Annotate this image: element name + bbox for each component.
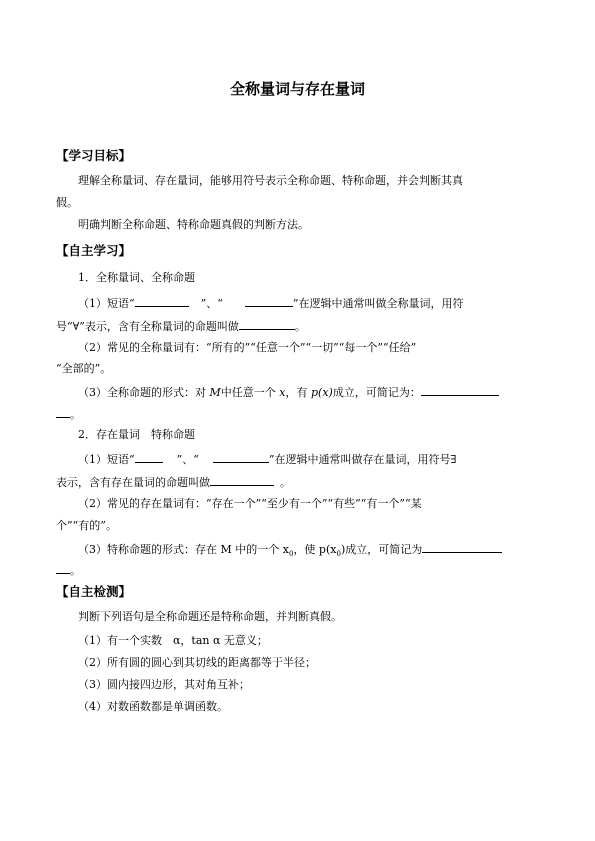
text-segment: 号“∀”表示，含有全称量词的命题叫做 [56, 320, 239, 333]
fill-blank[interactable] [135, 451, 163, 463]
text-segment: （3）全称命题的形式：对 [78, 386, 210, 399]
text-segment: 。 [294, 320, 306, 333]
text-segment: （3）特称命题的形式：存在 M 中的一个 x [78, 543, 289, 556]
study-p1-item1-cont [56, 318, 306, 334]
self-study-heading: 【自主学习】 [56, 243, 132, 258]
text-segment: 。 [70, 564, 81, 577]
text-segment: ”、“ [176, 453, 199, 466]
text-segment: ，使 p(x [293, 543, 337, 556]
check-item-2: （2）所有圆的圆心到其切线的距离都等于半径； [78, 656, 316, 669]
goal-line-3: 明确判断全称命题、特称命题真假的判断方法。 [78, 218, 309, 231]
page-title: 全称量词与存在量词 [229, 80, 365, 98]
fill-blank[interactable] [239, 318, 295, 330]
fill-blank[interactable] [421, 384, 499, 396]
fill-blank[interactable] [56, 562, 70, 574]
study-p2-item1 [78, 451, 456, 467]
math-symbol: (x) [318, 386, 333, 399]
subscript: 0 [336, 550, 341, 559]
text-segment: 中任意一个 [220, 386, 280, 399]
text-segment: ”在逻辑中通常叫做存在量词，用符号∃ [268, 453, 457, 466]
subscript: 0 [288, 550, 294, 559]
fill-blank[interactable] [213, 451, 269, 463]
study-p2-item3-cont [56, 562, 81, 578]
check-item-4: （4）对数函数都是单调函数。 [78, 700, 228, 713]
study-p1-item2: （2）常见的全称量词有：“所有的”“任意一个”“一切”“每一个”“任给” [78, 341, 417, 354]
fill-blank[interactable] [245, 295, 293, 307]
study-p2-item3 [78, 541, 502, 561]
fill-blank[interactable] [56, 406, 70, 418]
text-segment: ，有 [285, 386, 311, 399]
study-p1-item3 [78, 384, 499, 400]
text-segment: 成立，可简记为： [332, 386, 421, 399]
goal-line-1: 理解全称量词、存在量词，能够用符号表示全称命题、特称命题，并会判断其真 [78, 174, 463, 187]
text-segment: 。 [280, 476, 291, 489]
check-item-1: （1）有一个实数 α，tan α 无意义； [78, 634, 268, 647]
study-p2-item1-cont [56, 474, 291, 490]
check-intro: 判断下列语句是全称命题还是特称命题，并判断真假。 [78, 610, 342, 623]
fill-blank[interactable] [210, 474, 274, 486]
text-segment: （1）短语“ [78, 297, 135, 310]
math-symbol: M [209, 386, 221, 399]
text-segment: 表示，含有存在量词的命题叫做 [56, 476, 210, 489]
check-item-3: （3）圆内接四边形，其对角互补； [78, 678, 250, 691]
text-segment: 。 [70, 408, 81, 421]
study-p1-item2-cont: “全部的”。 [56, 362, 112, 375]
study-p2-item2-cont: 个”“有的”。 [56, 519, 117, 532]
study-part2-title: 2．存在量词 特称命题 [78, 428, 195, 441]
text-segment: ”在逻辑中通常叫做全称量词，用符 [292, 297, 464, 310]
text-segment: （1）短语“ [78, 453, 135, 466]
self-check-heading: 【自主检测】 [56, 584, 132, 599]
study-p2-item2: （2）常见的存在量词有：“存在一个”“至少有一个”“有些”“有一个”“某 [78, 497, 422, 510]
study-p1-item3-cont [56, 406, 81, 422]
text-segment: ”、“ [200, 297, 223, 310]
math-symbol: p [310, 386, 319, 399]
text-segment: )成立，可简记为 [340, 543, 423, 556]
study-p1-item1 [78, 295, 464, 311]
study-part1-title: 1．全称量词、全称命题 [78, 271, 195, 284]
fill-blank[interactable] [135, 295, 189, 307]
goal-line-2: 假。 [56, 196, 78, 209]
fill-blank[interactable] [422, 541, 502, 553]
math-symbol: x [279, 386, 286, 399]
goals-heading: 【学习目标】 [56, 148, 132, 163]
